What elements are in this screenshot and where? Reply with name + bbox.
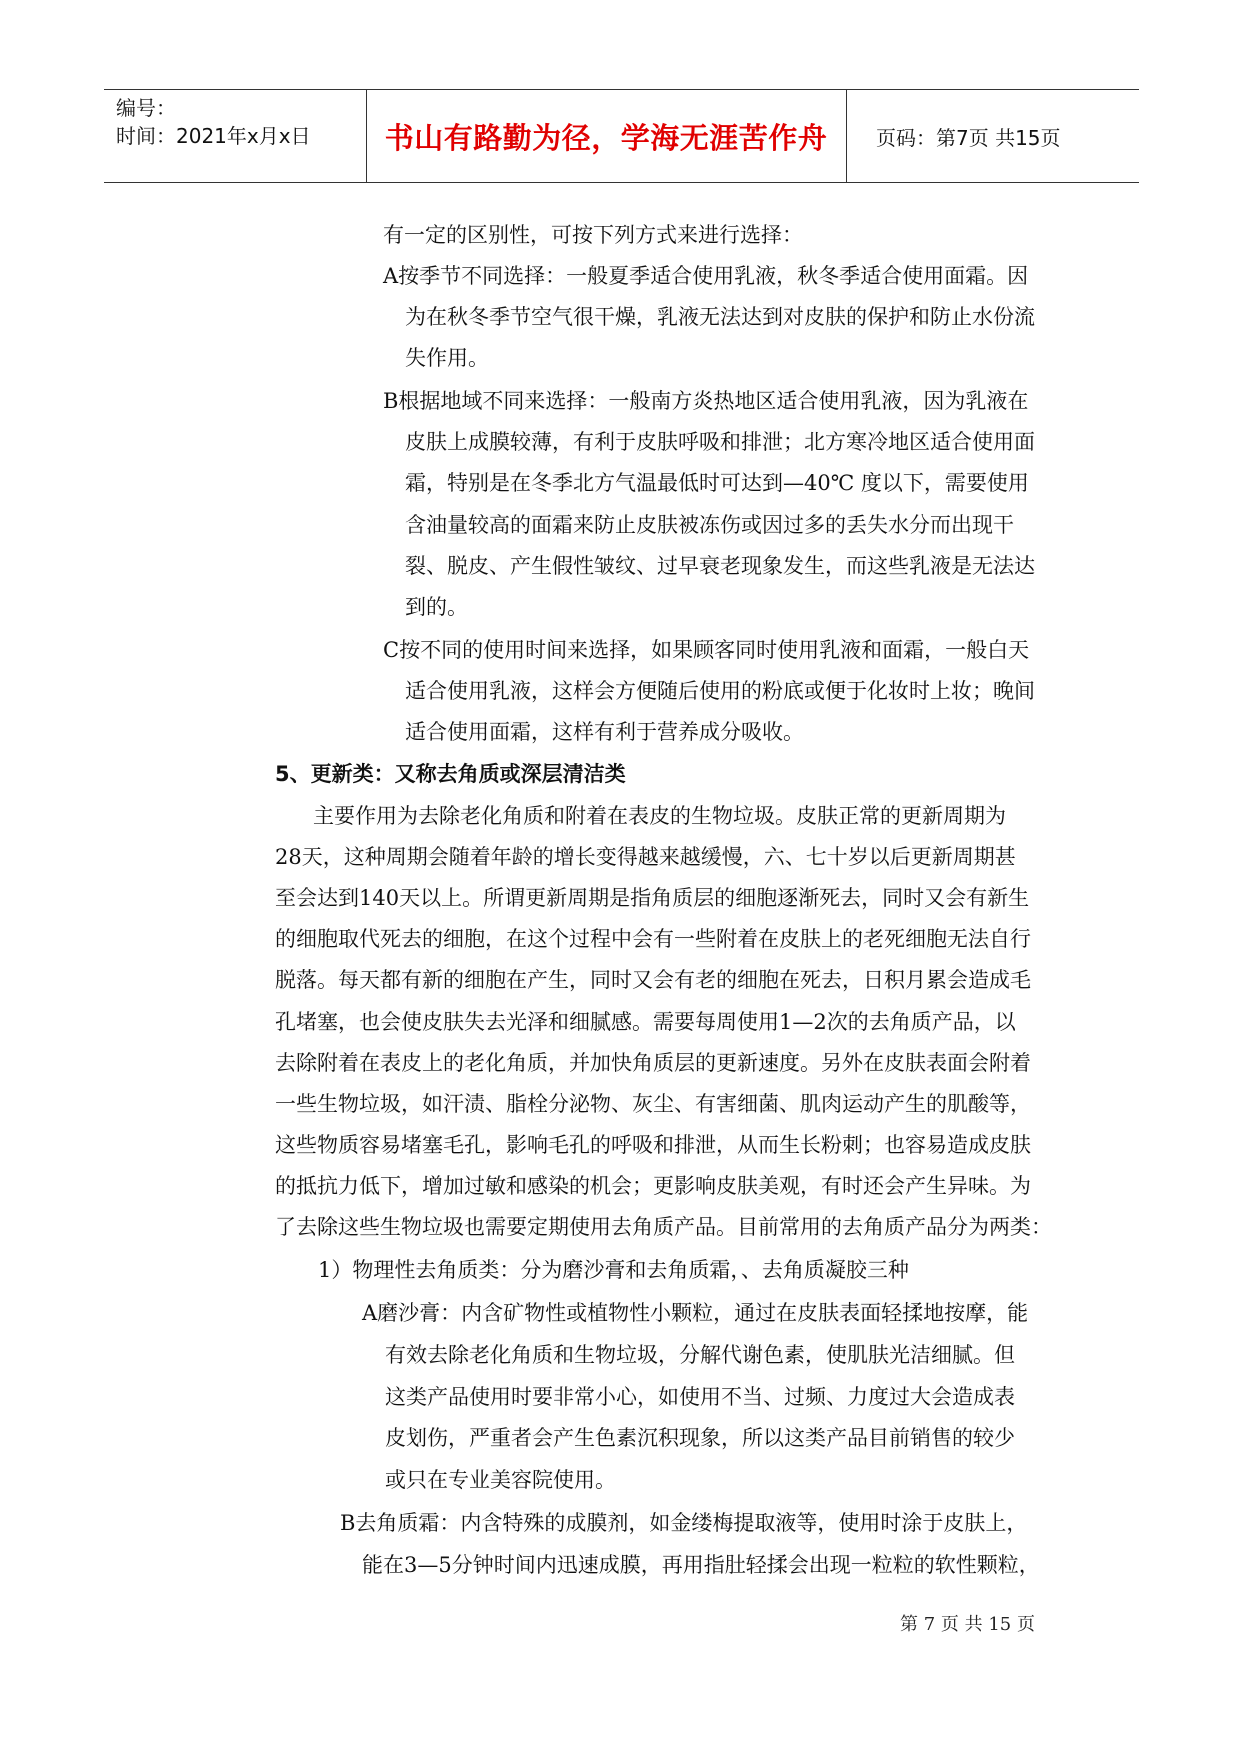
body-line: 霜，特别是在冬季北方气温最低时可达到—40℃ 度以下，需要使用: [405, 471, 1029, 495]
body-line: 28天，这种周期会随着年龄的增长变得越来越缓慢，六、七十岁以后更新周期甚: [275, 845, 1016, 869]
body-line: 一些生物垃圾，如汗渍、脂栓分泌物、灰尘、有害细菌、肌肉运动产生的肌酸等，: [275, 1092, 1031, 1116]
doc-number-label: 编号：: [116, 96, 176, 120]
body-line: A按季节不同选择：一般夏季适合使用乳液，秋冬季适合使用面霜。因: [383, 264, 1029, 288]
body-line: 去除附着在表皮上的老化角质，并加快角质层的更新速度。另外在皮肤表面会附着: [275, 1051, 1031, 1075]
section-heading: 5、更新类：又称去角质或深层清洁类: [275, 762, 626, 786]
body-line: 孔堵塞，也会使皮肤失去光泽和细腻感。需要每周使用1—2次的去角质产品，以: [275, 1010, 1016, 1034]
body-line: 有效去除老化角质和生物垃圾，分解代谢色素，使肌肤光洁细腻。但: [385, 1343, 1015, 1367]
body-line: C按不同的使用时间来选择，如果顾客同时使用乳液和面霜，一般白天: [383, 638, 1030, 662]
doc-time-label: 时间：2021年x月x日: [116, 124, 311, 148]
body-line: 皮肤上成膜较薄，有利于皮肤呼吸和排泄；北方寒冷地区适合使用面: [405, 430, 1035, 454]
body-line: 的细胞取代死去的细胞，在这个过程中会有一些附着在皮肤上的老死细胞无法自行: [275, 927, 1031, 951]
body-line: 1）物理性去角质类：分为磨沙膏和去角质霜，、去角质凝胶三种: [318, 1258, 909, 1282]
header-motto: 书山有路勤为径，学海无涯苦作舟: [384, 120, 828, 155]
body-line: 有一定的区别性，可按下列方式来进行选择：: [383, 223, 803, 247]
header-divider: [846, 90, 847, 182]
body-line: 主要作用为去除老化角质和附着在表皮的生物垃圾。皮肤正常的更新周期为: [313, 804, 1006, 828]
page-footer: 第 7 页 共 15 页: [900, 1614, 1035, 1635]
body-line: 能在3—5分钟时间内迅速成膜，再用指肚轻揉会出现一粒粒的软性颗粒，: [362, 1553, 1040, 1577]
body-line: 了去除这些生物垃圾也需要定期使用去角质产品。目前常用的去角质产品分为两类：: [275, 1215, 1052, 1239]
body-line: A磨沙膏：内含矿物性或植物性小颗粒，通过在皮肤表面轻揉地按摩，能: [362, 1301, 1029, 1325]
body-line: 的抵抗力低下，增加过敏和感染的机会；更影响皮肤美观，有时还会产生异味。为: [275, 1174, 1031, 1198]
body-line: 到的。: [405, 595, 468, 619]
body-line: 为在秋冬季节空气很干燥，乳液无法达到对皮肤的保护和防止水份流: [405, 305, 1035, 329]
header-page-label: 页码：第7页 共15页: [876, 125, 1061, 150]
body-line: 或只在专业美容院使用。: [385, 1468, 616, 1492]
body-line: 含油量较高的面霜来防止皮肤被冻伤或因过多的丢失水分而出现干: [405, 513, 1014, 537]
body-line: B根据地域不同来选择：一般南方炎热地区适合使用乳液，因为乳液在: [383, 389, 1029, 413]
body-line: 失作用。: [405, 346, 489, 370]
page-header: [104, 89, 1139, 183]
body-line: 脱落。每天都有新的细胞在产生，同时又会有老的细胞在死去，日积月累会造成毛: [275, 968, 1031, 992]
body-line: 这些物质容易堵塞毛孔，影响毛孔的呼吸和排泄，从而生长粉刺；也容易造成皮肤: [275, 1133, 1031, 1157]
body-line: 至会达到140天以上。所谓更新周期是指角质层的细胞逐渐死去，同时又会有新生: [275, 886, 1030, 910]
header-meta: [116, 94, 366, 150]
body-line: 这类产品使用时要非常小心，如使用不当、过频、力度过大会造成表: [385, 1385, 1015, 1409]
body-line: 适合使用乳液，这样会方便随后使用的粉底或便于化妆时上妆；晚间: [405, 679, 1035, 703]
body-line: 裂、脱皮、产生假性皱纹、过早衰老现象发生，而这些乳液是无法达: [405, 554, 1035, 578]
body-line: B去角质霜：内含特殊的成膜剂，如金缕梅提取液等，使用时涂于皮肤上，: [340, 1511, 1028, 1535]
body-line: 适合使用面霜，这样有利于营养成分吸收。: [405, 720, 804, 744]
body-line: 皮划伤，严重者会产生色素沉积现象，所以这类产品目前销售的较少: [385, 1426, 1015, 1450]
